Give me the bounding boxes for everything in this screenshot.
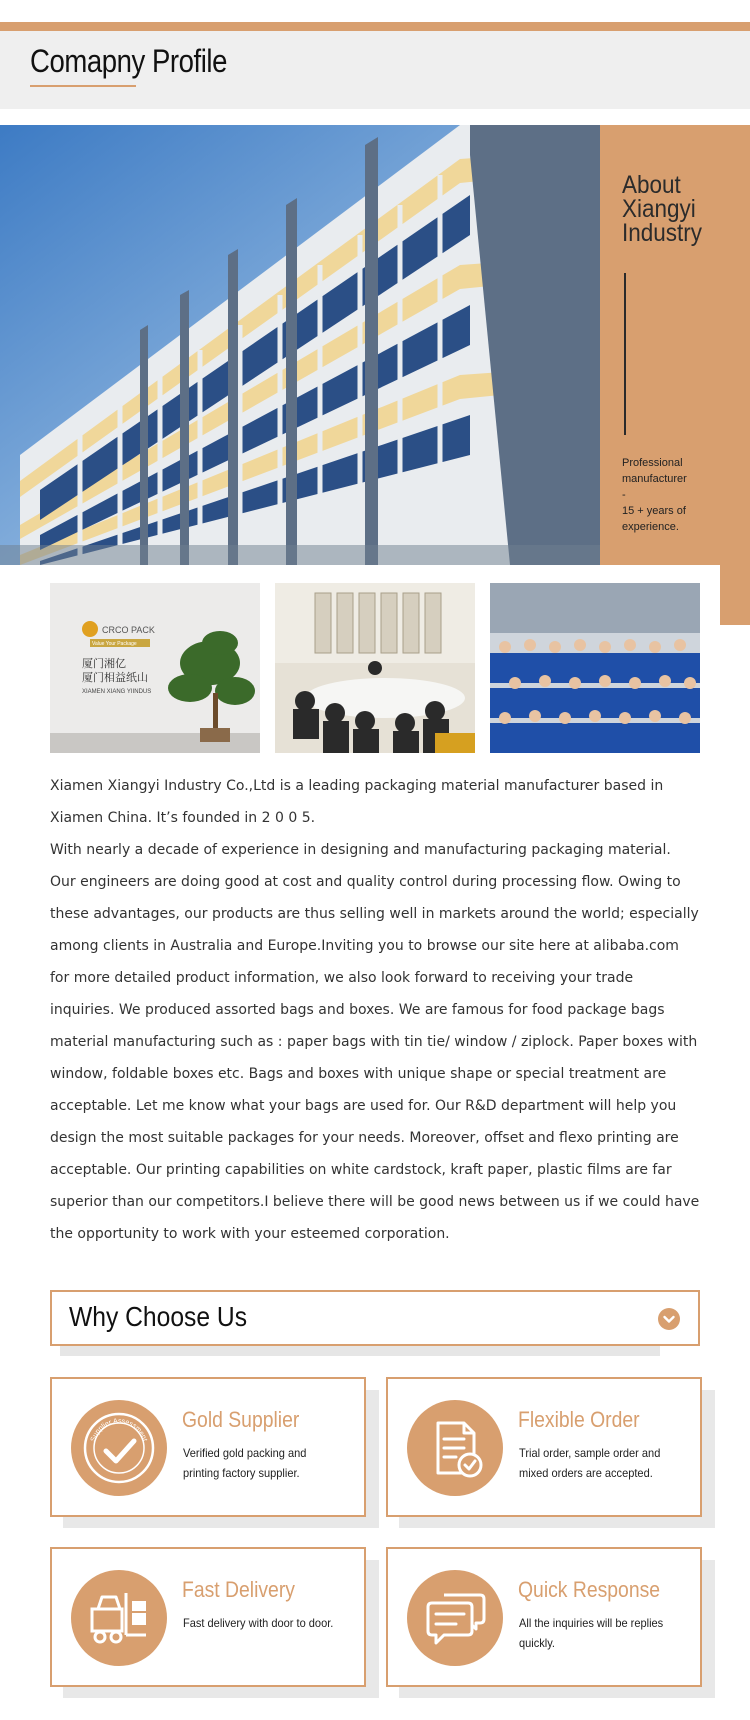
meeting-photo: [275, 583, 475, 753]
reception-slogan-text: Value Your Package: [92, 641, 137, 647]
reception-cn-text-2: 厦门相益纸山: [82, 671, 148, 684]
crco-logo-icon: [82, 621, 98, 637]
why-choose-us-header[interactable]: [50, 1290, 700, 1346]
about-desc-line: Professional: [622, 457, 683, 469]
feature-title: Fast Delivery: [182, 1577, 295, 1602]
title-underline: [30, 85, 136, 87]
company-intro: [50, 770, 700, 1250]
intro-paragraph: With nearly a decade of experience in designing and manufacturing packaging material. Our engineers are doing good at cost and quality control during processing flow. Owing to these advantages, our products are thus selling well in markets around the world; especially among clients in Australia and Europe.Inviting you to browse our site here at alibaba.com for more detailed product information, we also look forward to receiving your trade inquiries. We produced assorted bags and boxes. We are famous for food package bags material manufacturing such as : paper bags with tin tie/ window / ziplock. Paper boxes with window, foldable boxes etc. Bags and boxes with unique shape or special treatment are acceptable. Let me know what your bags are used for. Our R&D department will help you design the most suitable packages for your needs. Moreover, offset and flexo printing are acceptable. Our printing capabilities on white cardstock, kraft paper, plastic films are far superior than our competitors.I believe there will be good news between us if we could have the opportunity to work with your esteemed corporation.: [50, 842, 700, 1242]
feature-title: Flexible Order: [518, 1407, 640, 1432]
document-check-icon: [406, 1399, 504, 1497]
about-desc-line: -: [622, 489, 626, 501]
feature-desc: All the inquiries will be replies quickly.: [519, 1616, 664, 1650]
about-divider: [624, 273, 626, 435]
chat-bubbles-icon: [406, 1569, 504, 1667]
why-title: Why Choose Us: [69, 1301, 248, 1332]
feature-desc: Fast delivery with door to door.: [183, 1616, 334, 1630]
about-description: [622, 455, 748, 535]
feature-desc: Verified gold packing and printing factory supplier.: [183, 1446, 307, 1480]
page-header: [0, 31, 750, 109]
team-photo: [490, 583, 700, 753]
reception-cn-text-1: 厦门湘亿: [82, 657, 126, 670]
factory-building-image: [0, 125, 600, 565]
feature-card-quick-response: [386, 1547, 702, 1687]
about-title: About Xiangyi Industry: [622, 171, 703, 247]
reception-logo-text: CRCO PACK: [102, 625, 155, 635]
feature-title: Gold Supplier: [182, 1407, 300, 1432]
gold-badge-icon: [70, 1399, 168, 1497]
intro-paragraph: Xiamen Xiangyi Industry Co.,Ltd is a leading packaging material manufacturer based in Xiamen China. It’s founded in 2 0 0 5.: [50, 778, 664, 826]
reception-en-text: XIAMEN XIANG YIINDUS: [82, 689, 152, 695]
about-panel: [600, 125, 750, 625]
top-accent-bar: [0, 22, 750, 31]
reception-photo: [50, 583, 260, 753]
feature-card-gold-supplier: [50, 1377, 366, 1517]
page-title: Comapny Profile: [30, 43, 227, 79]
about-desc-line: 15 + years of: [622, 505, 686, 517]
feature-card-fast-delivery: [50, 1547, 366, 1687]
forklift-icon: [70, 1569, 168, 1667]
about-desc-line: experience.: [622, 521, 679, 533]
feature-title: Quick Response: [518, 1577, 661, 1602]
about-desc-line: manufacturer: [622, 473, 687, 485]
badge-text: Supplier Assessment: [89, 1417, 148, 1443]
feature-card-flexible-order: [386, 1377, 702, 1517]
chevron-down-icon[interactable]: [658, 1308, 680, 1330]
feature-desc: Trial order, sample order and mixed orders are accepted.: [519, 1446, 661, 1480]
